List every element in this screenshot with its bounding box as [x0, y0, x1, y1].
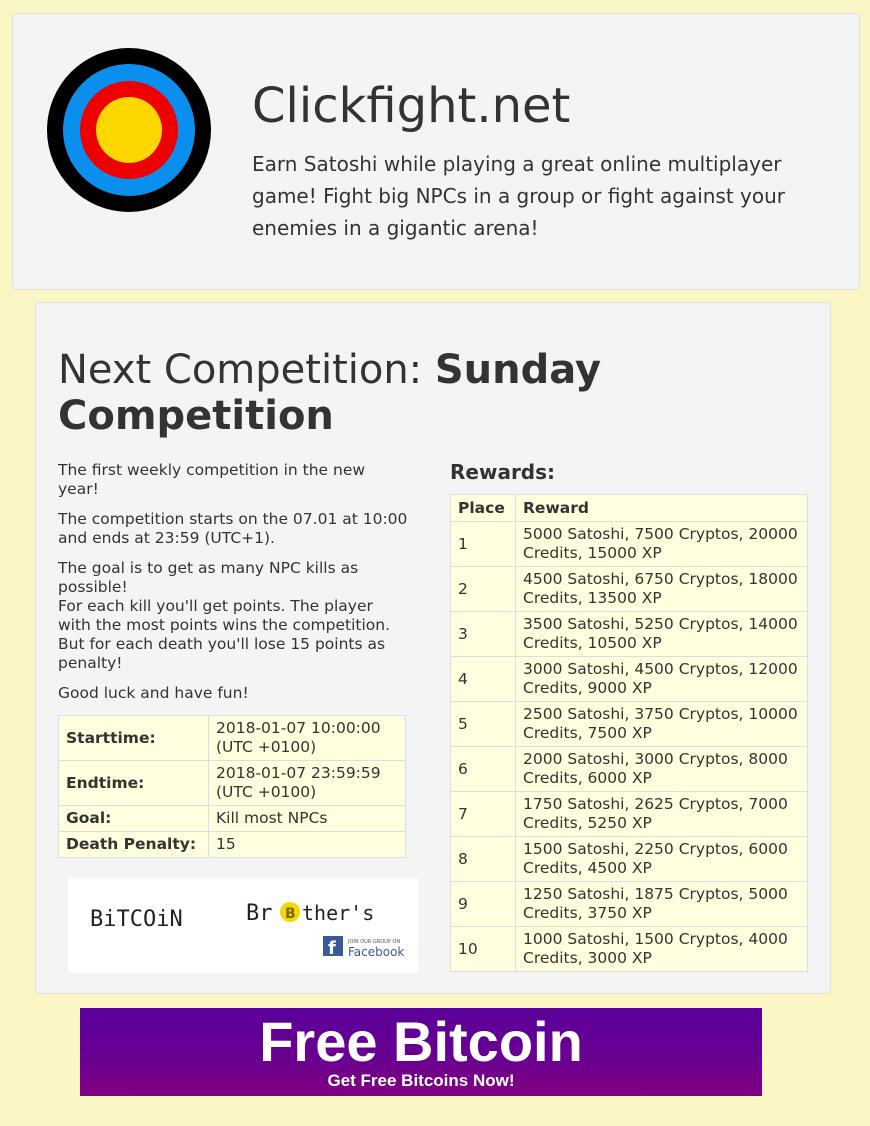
target-logo-icon[interactable]	[47, 48, 211, 212]
reward-value: 4500 Satoshi, 6750 Cryptos, 18000 Credits, 13500 XP	[516, 567, 808, 612]
table-row	[59, 806, 406, 832]
reward-value: 1000 Satoshi, 1500 Cryptos, 4000 Credits, 3000 XP	[516, 927, 808, 972]
free-bitcoin-ad-banner[interactable]	[80, 1008, 762, 1096]
site-title[interactable]: Clickfight.net	[252, 78, 571, 134]
table-row	[451, 702, 808, 747]
desc-intro: The first weekly competition in the new year!	[58, 461, 366, 498]
join-group-text: JOIN OUR GROUP ON	[348, 939, 401, 945]
table-row	[59, 832, 406, 858]
bitcoin-brothers-facebook-banner[interactable]	[68, 878, 418, 973]
reward-place: 5	[451, 702, 516, 747]
table-row	[451, 612, 808, 657]
table-row	[451, 837, 808, 882]
table-row	[59, 716, 406, 761]
desc-rules	[58, 559, 408, 673]
info-value: 15	[209, 832, 406, 858]
reward-value: 2000 Satoshi, 3000 Cryptos, 8000 Credits, 6000 XP	[516, 747, 808, 792]
table-row	[59, 761, 406, 806]
column-header-place: Place	[451, 495, 516, 522]
info-label: Goal:	[59, 806, 209, 832]
column-header-reward: Reward	[516, 495, 808, 522]
reward-place: 8	[451, 837, 516, 882]
coin-symbol-icon: B	[285, 906, 296, 922]
reward-value: 1250 Satoshi, 1875 Cryptos, 5000 Credits, 3750 XP	[516, 882, 808, 927]
reward-value: 3500 Satoshi, 5250 Cryptos, 14000 Credits, 10500 XP	[516, 612, 808, 657]
competition-description	[58, 461, 408, 714]
table-row	[451, 927, 808, 972]
banner-right-text-end: ther's	[302, 901, 375, 925]
desc-schedule: The competition starts on the 07.01 at 10:00 and ends at 23:59 (UTC+1).	[58, 510, 408, 547]
competition-heading	[58, 347, 798, 439]
competition-name: Sunday Competition	[58, 347, 602, 439]
rewards-table	[450, 494, 808, 972]
rewards-title: Rewards:	[450, 460, 556, 484]
svg-text:f: f	[328, 938, 336, 959]
banner-right-text: Br	[246, 901, 273, 926]
reward-place: 9	[451, 882, 516, 927]
info-value: 2018-01-07 23:59:59 (UTC +0100)	[209, 761, 406, 806]
reward-value: 2500 Satoshi, 3750 Cryptos, 10000 Credits, 7500 XP	[516, 702, 808, 747]
info-label: Death Penalty:	[59, 832, 209, 858]
table-row	[451, 522, 808, 567]
facebook-text: Facebook	[348, 945, 405, 959]
info-value: Kill most NPCs	[209, 806, 406, 832]
desc-points: For each kill you'll get points. The player with the most points wins the competition.	[58, 597, 391, 634]
reward-place: 7	[451, 792, 516, 837]
banner-left-text: BiTCOiN	[90, 907, 183, 932]
table-header-row	[451, 495, 808, 522]
info-label: Starttime:	[59, 716, 209, 761]
info-label: Endtime:	[59, 761, 209, 806]
competition-panel	[35, 302, 831, 994]
reward-value: 1750 Satoshi, 2625 Cryptos, 7000 Credits, 5250 XP	[516, 792, 808, 837]
reward-place: 1	[451, 522, 516, 567]
reward-place: 6	[451, 747, 516, 792]
reward-place: 2	[451, 567, 516, 612]
desc-penalty: But for each death you'll lose 15 points as penalty!	[58, 635, 386, 672]
desc-good-luck: Good luck and have fun!	[58, 684, 249, 702]
site-description: Earn Satoshi while playing a great online multiplayer game! Fight big NPCs in a group or fight against your enemies in a gigantic arena!	[252, 152, 786, 240]
competition-info-table	[58, 715, 406, 858]
table-row	[451, 747, 808, 792]
ad-headline: Free Bitcoin	[259, 1010, 583, 1073]
banner-graphic	[68, 878, 418, 973]
reward-place: 10	[451, 927, 516, 972]
info-value: 2018-01-07 10:00:00 (UTC +0100)	[209, 716, 406, 761]
reward-value: 1500 Satoshi, 2250 Cryptos, 6000 Credits, 4500 XP	[516, 837, 808, 882]
reward-value: 3000 Satoshi, 4500 Cryptos, 12000 Credits, 9000 XP	[516, 657, 808, 702]
table-row	[451, 657, 808, 702]
table-row	[451, 567, 808, 612]
heading-prefix: Next Competition:	[58, 347, 435, 393]
reward-place: 4	[451, 657, 516, 702]
desc-goal: The goal is to get as many NPC kills as possible!	[58, 559, 359, 596]
site-header	[12, 13, 860, 290]
reward-place: 3	[451, 612, 516, 657]
ad-subline: Get Free Bitcoins Now!	[327, 1071, 515, 1090]
table-row	[451, 882, 808, 927]
reward-value: 5000 Satoshi, 7500 Cryptos, 20000 Credits, 15000 XP	[516, 522, 808, 567]
table-row	[451, 792, 808, 837]
